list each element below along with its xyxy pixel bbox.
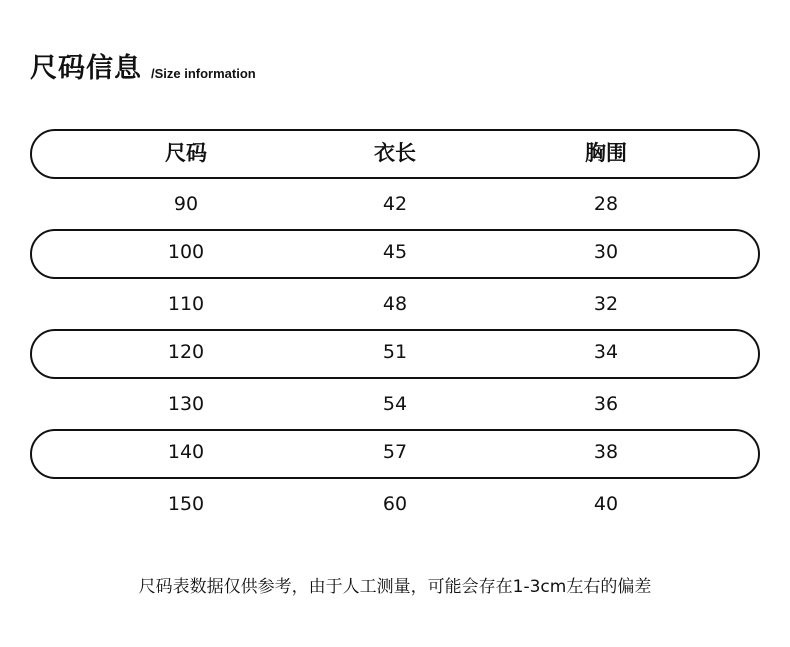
size-cell: 150 bbox=[167, 493, 205, 515]
length-cell: 42 bbox=[382, 193, 408, 215]
chest-cell: 32 bbox=[593, 293, 619, 315]
table-row bbox=[30, 329, 760, 379]
length-cell: 57 bbox=[382, 441, 408, 463]
size-cell: 140 bbox=[167, 441, 205, 463]
page-title bbox=[30, 46, 256, 86]
size-cell: 120 bbox=[167, 341, 205, 363]
table-row bbox=[30, 179, 760, 229]
chest-cell: 30 bbox=[593, 241, 619, 263]
size-cell: 130 bbox=[167, 393, 205, 415]
title-chinese: 尺码信息 bbox=[30, 53, 142, 84]
size-table bbox=[30, 129, 760, 529]
size-cell: 110 bbox=[167, 293, 205, 315]
chest-cell: 38 bbox=[593, 441, 619, 463]
table-row bbox=[30, 279, 760, 329]
length-cell: 60 bbox=[382, 493, 408, 515]
chest-cell: 34 bbox=[593, 341, 619, 363]
chest-cell: 28 bbox=[593, 193, 619, 215]
header-length: 衣长 bbox=[374, 141, 416, 165]
size-cell: 90 bbox=[173, 193, 199, 215]
table-row bbox=[30, 479, 760, 529]
chest-cell: 36 bbox=[593, 393, 619, 415]
table-row bbox=[30, 379, 760, 429]
measurement-note: 尺码表数据仅供参考，由于人工测量，可能会存在1-3cm左右的偏差 bbox=[138, 577, 652, 597]
header-chest: 胸围 bbox=[585, 141, 627, 165]
length-cell: 51 bbox=[382, 341, 408, 363]
table-header-row bbox=[30, 129, 760, 179]
table-row bbox=[30, 429, 760, 479]
chest-cell: 40 bbox=[593, 493, 619, 515]
size-cell: 100 bbox=[167, 241, 205, 263]
length-cell: 48 bbox=[382, 293, 408, 315]
length-cell: 45 bbox=[382, 241, 408, 263]
table-row bbox=[30, 229, 760, 279]
title-english: /Size information bbox=[151, 66, 256, 81]
header-size: 尺码 bbox=[165, 141, 207, 165]
length-cell: 54 bbox=[382, 393, 408, 415]
